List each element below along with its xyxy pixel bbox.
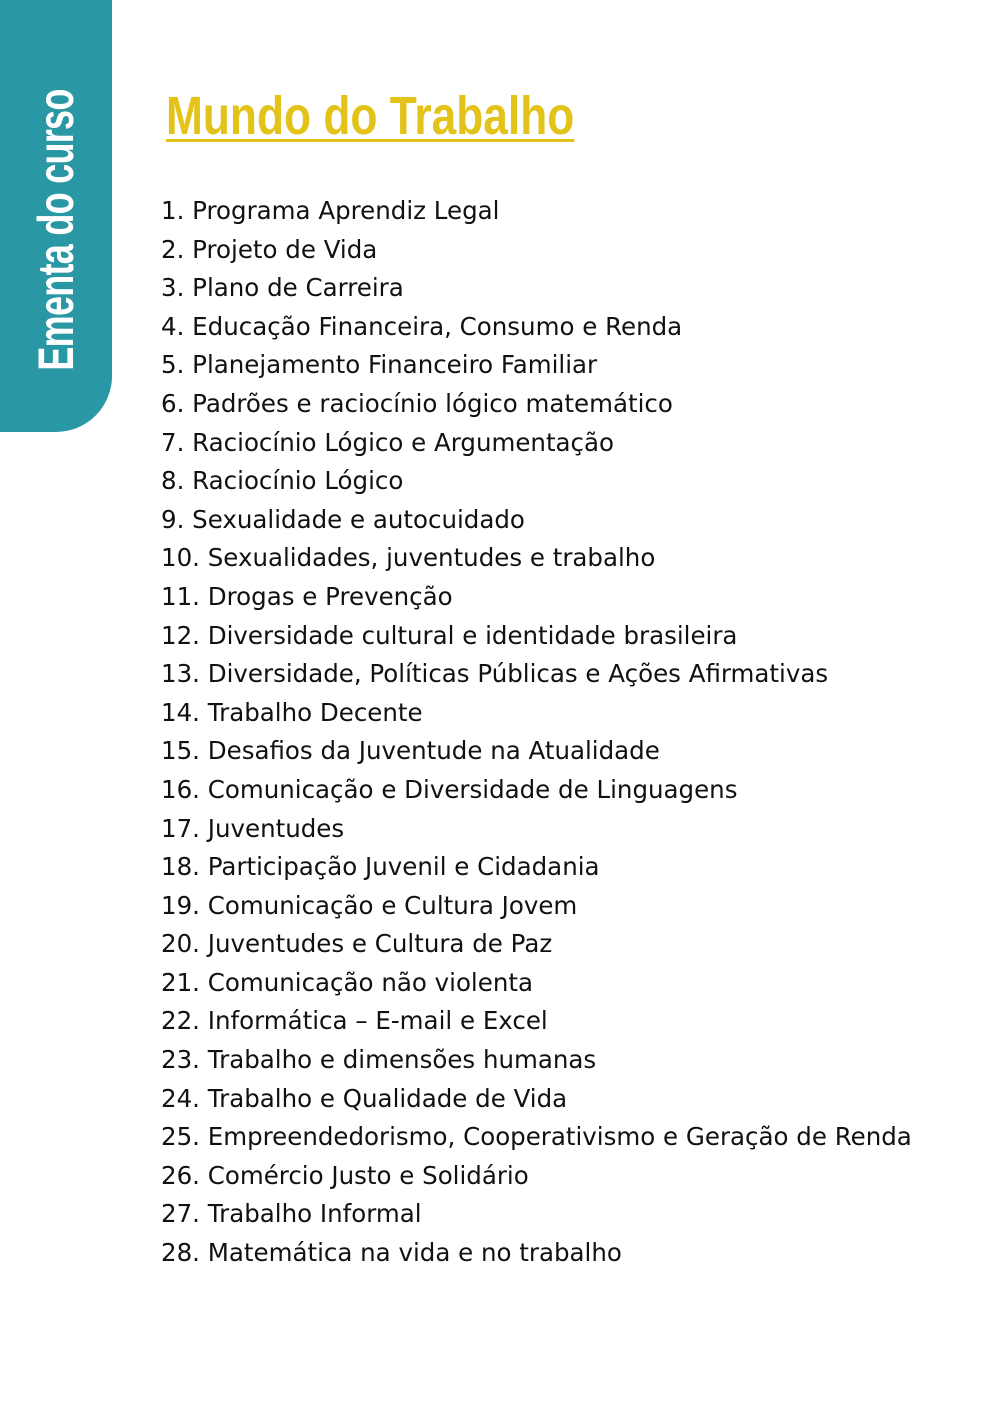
list-item: 21. Comunicação não violenta [161,967,533,997]
list-item: 27. Trabalho Informal [161,1199,422,1229]
list-item: 24. Trabalho e Qualidade de Vida [161,1083,568,1113]
list-item: 16. Comunicação e Diversidade de Linguagens [161,774,738,804]
list-item: 12. Diversidade cultural e identidade brasileira [161,620,738,650]
side-tab [0,0,112,432]
list-item: 26. Comércio Justo e Solidário [161,1160,529,1190]
list-item: 28. Matemática na vida e no trabalho [161,1238,622,1268]
list-item: 1. Programa Aprendiz Legal [161,196,500,225]
list-item: 22. Informática – E-mail e Excel [161,1006,548,1036]
list-item: 15. Desafios da Juventude na Atualidade [161,736,660,766]
list-item: 11. Drogas e Prevenção [161,581,453,611]
list-item: 9. Sexualidade e autocuidado [161,504,525,534]
list-item: 2. Projeto de Vida [161,234,378,264]
list-item: 6. Padrões e raciocínio lógico matemático [161,388,673,418]
list-item: 17. Juventudes [161,813,345,843]
list-item: 23. Trabalho e dimensões humanas [161,1045,597,1075]
course-list [161,192,921,1273]
list-item: 14. Trabalho Decente [161,697,423,727]
list-item: 13. Diversidade, Políticas Públicas e Ações Afirmativas [161,659,829,689]
list-item: 7. Raciocínio Lógico e Argumentação [161,427,615,457]
list-item: 4. Educação Financeira, Consumo e Renda [161,311,683,341]
list-item: 10. Sexualidades, juventudes e trabalho [161,543,656,573]
side-tab-label [28,35,84,426]
side-tab-label-text: Ementa do curso [28,89,84,371]
list-item: 25. Empreendedorismo, Cooperativismo e Geração de Renda [161,1122,912,1152]
list-item: 18. Participação Juvenil e Cidadania [161,852,600,882]
list-item: 3. Plano de Carreira [161,273,404,303]
page-title: Mundo do Trabalho [166,86,575,146]
list-item: 8. Raciocínio Lógico [161,466,404,496]
list-item: 19. Comunicação e Cultura Jovem [161,890,578,920]
list-item: 20. Juventudes e Cultura de Paz [161,929,553,959]
list-item: 5. Planejamento Financeiro Familiar [161,350,598,380]
